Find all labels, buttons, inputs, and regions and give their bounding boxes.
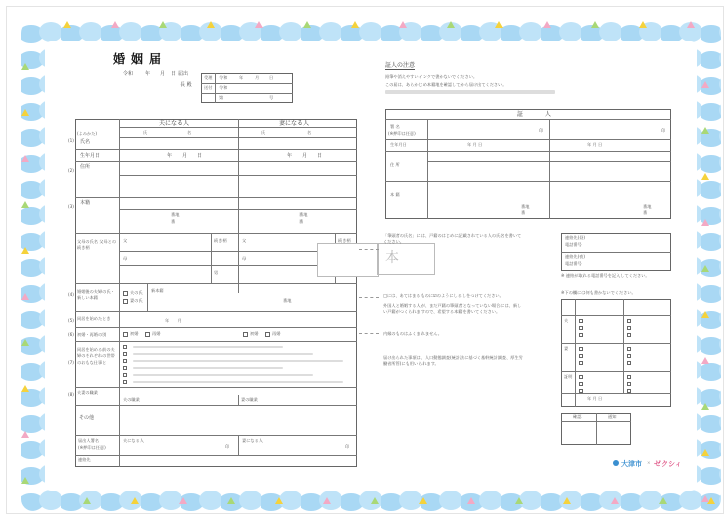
frame-accent-flag bbox=[639, 21, 647, 28]
other-label: その他 bbox=[79, 415, 95, 421]
frame-accent-flag bbox=[701, 311, 709, 318]
frame-accent-flag bbox=[207, 21, 215, 28]
husband-birth-day: 日 bbox=[197, 153, 203, 159]
note-d: 内縁のものはふくまれません。 bbox=[383, 331, 442, 336]
frame-accent-flag bbox=[701, 449, 709, 456]
frame-accent-flag bbox=[707, 497, 715, 504]
logo-separator: × bbox=[647, 460, 651, 465]
wife-surname-option: 妻の氏 bbox=[130, 298, 143, 303]
cohab-year: 年 bbox=[165, 318, 170, 323]
note-a: 「筆頭者の氏名」には、戸籍のはじめに記載されている人の氏名を書いてください。 bbox=[383, 233, 522, 245]
frame-accent-flag bbox=[447, 21, 455, 28]
received-year: 年 bbox=[239, 75, 244, 80]
witness-note-2: この届は、あらかじめ本籍地を確認してから届け出てください。 bbox=[385, 82, 507, 87]
office-checkbox bbox=[627, 347, 631, 351]
brand-logo: ゼクシィ bbox=[654, 460, 682, 468]
witness1-banchi: 番地 bbox=[521, 204, 530, 209]
husband-job-label: 夫の職業 bbox=[123, 397, 140, 402]
contact-night-label: 連絡先(夜) bbox=[565, 254, 586, 259]
note-leader-1 bbox=[359, 249, 379, 250]
occupation-text-line bbox=[133, 360, 343, 363]
witness-title: 証人の注意 bbox=[385, 62, 416, 69]
frame-accent-flag bbox=[303, 21, 311, 28]
cohab-date bbox=[165, 319, 182, 323]
husband-birth-year: 年 bbox=[167, 153, 173, 159]
frame-accent-flag bbox=[21, 247, 29, 254]
wife-remarriage-option: 再婚 bbox=[272, 331, 281, 336]
frame-accent-flag bbox=[495, 21, 503, 28]
frame-accent-flag bbox=[701, 265, 709, 272]
frame-accent-flag bbox=[179, 497, 187, 504]
occupation-text-line bbox=[133, 367, 283, 370]
office-checkbox bbox=[627, 389, 631, 393]
office-checkbox bbox=[627, 375, 631, 379]
frame-accent-flag bbox=[21, 109, 29, 116]
wife-first-checkbox[interactable] bbox=[243, 332, 248, 337]
wife-mother-label: 母 bbox=[242, 256, 247, 261]
occupation-label: 同居を始める前の夫婦のそれぞれの世帯のおもな仕事と bbox=[77, 347, 115, 365]
frame-accent-flag bbox=[21, 201, 29, 208]
frame-accent-flag bbox=[591, 21, 599, 28]
wife-first-option: 初婚 bbox=[250, 331, 259, 336]
city-logo bbox=[613, 459, 642, 469]
office-row-label: 証明 bbox=[564, 374, 573, 379]
note-c: 外国人と婚姻する人が、まだ戸籍の筆頭者となっていない場合には、新しい戸籍がつくられますので、希望する本籍を書いてください。 bbox=[383, 303, 522, 315]
wife-remarriage-checkbox[interactable] bbox=[265, 332, 270, 337]
frame-accent-flag bbox=[131, 497, 139, 504]
wife-surname-col: 氏 bbox=[261, 130, 266, 135]
wife-birth-day: 日 bbox=[317, 153, 323, 159]
office-checkbox bbox=[579, 354, 583, 358]
occupation-checkbox[interactable] bbox=[123, 352, 127, 356]
wife-seal: 印 bbox=[345, 444, 350, 449]
witness1-ban: 番 bbox=[521, 210, 526, 215]
wife-header: 妻になる人 bbox=[279, 120, 310, 127]
row-num-3: (3) bbox=[68, 204, 74, 209]
husband-father-label: 父 bbox=[123, 238, 128, 243]
notice-label: 通知 bbox=[608, 414, 617, 419]
row-num-2: (2) bbox=[68, 168, 74, 173]
frame-accent-flag bbox=[111, 21, 119, 28]
name-label: 氏名 bbox=[80, 139, 91, 145]
husband-first-checkbox[interactable] bbox=[123, 332, 128, 337]
city-logo-text: 大津市 bbox=[621, 460, 642, 468]
frame-accent-flag bbox=[543, 21, 551, 28]
witness2-seal: 印 bbox=[661, 128, 666, 133]
frame-accent-flag bbox=[159, 21, 167, 28]
husband-given-col: 名 bbox=[187, 130, 192, 135]
office-grid-row-line bbox=[561, 393, 671, 394]
form-title: 婚姻届 bbox=[113, 52, 168, 66]
office-grid-row-line bbox=[561, 343, 671, 344]
husband-surname-option: 夫の氏 bbox=[130, 290, 143, 295]
frame-accent-flag bbox=[399, 21, 407, 28]
address-label: 住所 bbox=[80, 164, 91, 170]
husband-ban: 番 bbox=[171, 219, 176, 224]
stamp-box bbox=[377, 243, 435, 275]
husband-birth-month: 月 bbox=[182, 153, 188, 159]
received-label: 受理 bbox=[204, 75, 213, 80]
frame-accent-flag bbox=[467, 497, 475, 504]
occupation-checkbox[interactable] bbox=[123, 373, 127, 377]
contact-tel2-label: 電話番号 bbox=[565, 261, 582, 266]
document-page bbox=[6, 6, 724, 514]
frame-accent-flag bbox=[21, 293, 29, 300]
office-grid-row-line bbox=[561, 315, 671, 316]
main-form-grid bbox=[75, 119, 357, 467]
contact-label: 連絡先 bbox=[78, 457, 91, 462]
note-e: 届け出られた事項は、人口動態調査(統計法に基づく基幹統計調査、厚生労働省所管)にも用いられます。 bbox=[383, 355, 523, 367]
sent-reiwa: 令和 bbox=[219, 85, 228, 90]
wife-given-col: 名 bbox=[307, 130, 312, 135]
occupation-text-line bbox=[133, 374, 313, 377]
office-checkbox bbox=[627, 326, 631, 330]
contact-tel-label: 電話番号 bbox=[565, 242, 582, 247]
husband-surname-col: 氏 bbox=[143, 130, 148, 135]
office-checkbox bbox=[627, 354, 631, 358]
husband-banchi: 番地 bbox=[171, 212, 180, 217]
frame-accent-flag bbox=[515, 497, 523, 504]
witness1-birth: 年 月 日 bbox=[467, 142, 483, 147]
office-checkbox bbox=[627, 319, 631, 323]
frame-accent-flag bbox=[21, 155, 29, 162]
office-row-label: 夫 bbox=[564, 318, 569, 323]
cohab-month: 月 bbox=[177, 318, 182, 323]
frame-accent-flag bbox=[323, 497, 331, 504]
signature-note: (※押印は任意) bbox=[78, 445, 106, 450]
row-num-5: (5) bbox=[68, 318, 74, 323]
wife-surname-checkbox[interactable] bbox=[123, 299, 128, 304]
office-checkbox bbox=[579, 347, 583, 351]
wife-birth-year: 年 bbox=[287, 153, 293, 159]
parents-label: 父母の氏名 父母との続き柄 bbox=[77, 239, 117, 250]
frame-accent-flag bbox=[701, 173, 709, 180]
office-checkbox bbox=[579, 333, 583, 337]
office-checkbox bbox=[579, 389, 583, 393]
frame-accent-flag bbox=[701, 127, 709, 134]
witness2-ban: 番 bbox=[643, 210, 648, 215]
witness2-banchi: 番地 bbox=[643, 204, 652, 209]
office-checkbox bbox=[579, 375, 583, 379]
office-title: ※下の欄には何も書かないでください。 bbox=[561, 290, 636, 295]
husband-mother-label: 母 bbox=[123, 256, 128, 261]
wife-birth-month: 月 bbox=[302, 153, 308, 159]
submit-year-label: 年 bbox=[145, 71, 151, 77]
office-checkbox bbox=[627, 361, 631, 365]
submit-date-label: 令和 bbox=[123, 71, 134, 77]
wife-relation-label: 続き柄 bbox=[338, 238, 351, 243]
number-label: 第 bbox=[219, 95, 224, 100]
office-checkbox bbox=[579, 326, 583, 330]
name-kana-label: (よみかた) bbox=[77, 131, 98, 136]
wife-father-label: 父 bbox=[242, 238, 247, 243]
frame-accent-flag bbox=[21, 385, 29, 392]
frame-accent-flag bbox=[351, 21, 359, 28]
after-marriage-label: 婚姻後の夫婦の氏・新しい本籍 bbox=[77, 289, 115, 300]
new-honseki-label: 新本籍 bbox=[151, 288, 164, 293]
frame-accent-flag bbox=[701, 219, 709, 226]
office-checkbox bbox=[579, 382, 583, 386]
husband-seal: 印 bbox=[225, 444, 230, 449]
witness-address-label: 住 所 bbox=[390, 162, 400, 167]
office-checkbox bbox=[579, 319, 583, 323]
frame-accent-flag bbox=[419, 497, 427, 504]
received-day: 日 bbox=[269, 75, 274, 80]
witness-note-1: 鉛筆や消えやすいインクで書かないでください。 bbox=[385, 74, 478, 79]
frame-accent-flag bbox=[21, 477, 29, 484]
witness-sign-note: (※押印は任意) bbox=[388, 131, 416, 136]
census-occupation-label: 夫妻の職業 bbox=[77, 390, 98, 395]
birth-label: 生年月日 bbox=[80, 153, 101, 159]
husband-birth-date bbox=[167, 154, 202, 159]
wife-ban: 番 bbox=[299, 219, 304, 224]
signature-label: 届出人署名 bbox=[78, 438, 99, 443]
husband-first-option: 初婚 bbox=[130, 331, 139, 336]
frame-accent-flag bbox=[611, 497, 619, 504]
go-label: 号 bbox=[269, 95, 274, 100]
row-num-4: (4) bbox=[68, 292, 74, 297]
stamp-honin: 本 bbox=[385, 250, 399, 266]
occupation-text-line bbox=[133, 346, 283, 349]
frame-accent-flag bbox=[687, 21, 695, 28]
signature-husband: 夫になる人 bbox=[123, 438, 144, 443]
frame-accent-flag bbox=[701, 357, 709, 364]
new-banchi: 番地 bbox=[283, 298, 292, 303]
first-marriage-label: 初婚・再婚の別 bbox=[77, 332, 107, 337]
witness-label: 証 人 bbox=[517, 111, 561, 118]
occupation-checkbox[interactable] bbox=[123, 345, 127, 349]
frame-accent-flag bbox=[21, 431, 29, 438]
marriage-registration-form bbox=[47, 43, 695, 489]
office-checkbox bbox=[627, 382, 631, 386]
frame-accent-flag bbox=[701, 495, 709, 502]
husband-remarriage-option: 再婚 bbox=[152, 331, 161, 336]
office-grid-col-line bbox=[623, 299, 624, 393]
husband-male-label: 男 bbox=[214, 270, 219, 275]
wife-job-label: 妻の職業 bbox=[241, 397, 258, 402]
frame-accent-flag bbox=[701, 81, 709, 88]
husband-header: 夫になる人 bbox=[159, 120, 190, 127]
frame-accent-flag bbox=[21, 339, 29, 346]
witness-honseki-label: 本 籍 bbox=[390, 192, 400, 197]
frame-accent-flag bbox=[275, 497, 283, 504]
submitted-label: 届出 bbox=[178, 71, 189, 77]
wife-birth-date bbox=[287, 154, 322, 159]
frame-accent-flag bbox=[371, 497, 379, 504]
office-date: 年 月 日 bbox=[587, 396, 603, 401]
row-num-6: (6) bbox=[68, 332, 74, 337]
frame-accent-flag bbox=[227, 497, 235, 504]
wife-banchi: 番地 bbox=[299, 212, 308, 217]
office-checkbox bbox=[627, 333, 631, 337]
contact-day-label: 連絡先(昼) bbox=[565, 235, 586, 240]
husband-relation-label: 続き柄 bbox=[214, 238, 227, 243]
contact-note: ※ 連絡が取れる電話番号を記入してください。 bbox=[561, 273, 650, 278]
occupation-checkbox[interactable] bbox=[123, 366, 127, 370]
received-month: 月 bbox=[255, 75, 260, 80]
note-leader-2 bbox=[359, 297, 379, 298]
office-checkbox bbox=[579, 361, 583, 365]
occupation-checkbox[interactable] bbox=[123, 359, 127, 363]
addressee-label: 長 殿 bbox=[180, 82, 192, 88]
frame-accent-flag bbox=[659, 497, 667, 504]
witness-sign-label: 署 名 bbox=[390, 124, 400, 129]
frame-accent-flag bbox=[63, 21, 71, 28]
office-grid-col-line bbox=[575, 299, 576, 407]
occupation-text-line bbox=[133, 381, 343, 384]
received-reiwa: 令和 bbox=[219, 75, 228, 80]
husband-remarriage-checkbox[interactable] bbox=[145, 332, 150, 337]
frame-accent-flag bbox=[701, 403, 709, 410]
note-leader-3 bbox=[359, 333, 379, 334]
office-grid-row-line bbox=[561, 371, 671, 372]
honseki-label: 本籍 bbox=[80, 200, 91, 206]
frame-accent-flag bbox=[83, 497, 91, 504]
witness1-seal: 印 bbox=[539, 128, 544, 133]
row-num-1: (1) bbox=[68, 138, 74, 143]
cohab-start-label: 同居を始めたとき bbox=[77, 316, 111, 321]
note-b: □には、あてはまるものに☑のようにしるしをつけてください。 bbox=[383, 293, 504, 298]
row-num-7: (7) bbox=[68, 360, 74, 365]
occupation-checkbox[interactable] bbox=[123, 380, 127, 384]
frame-accent-flag bbox=[21, 63, 29, 70]
witness2-birth: 年 月 日 bbox=[587, 142, 603, 147]
frame-accent-flag bbox=[563, 497, 571, 504]
office-row-label: 妻 bbox=[564, 346, 569, 351]
submit-day-label: 日 bbox=[171, 71, 177, 77]
witness-birth-label: 生年月日 bbox=[390, 142, 407, 147]
frame-accent-flag bbox=[255, 21, 263, 28]
husband-surname-checkbox[interactable] bbox=[123, 291, 128, 296]
row-num-8: (8) bbox=[68, 392, 74, 397]
occupation-text-line bbox=[133, 353, 313, 356]
ledger-label: 確認 bbox=[573, 414, 582, 419]
submit-month-label: 月 bbox=[160, 71, 166, 77]
signature-wife: 妻になる人 bbox=[242, 438, 263, 443]
sent-label: 送付 bbox=[204, 85, 213, 90]
